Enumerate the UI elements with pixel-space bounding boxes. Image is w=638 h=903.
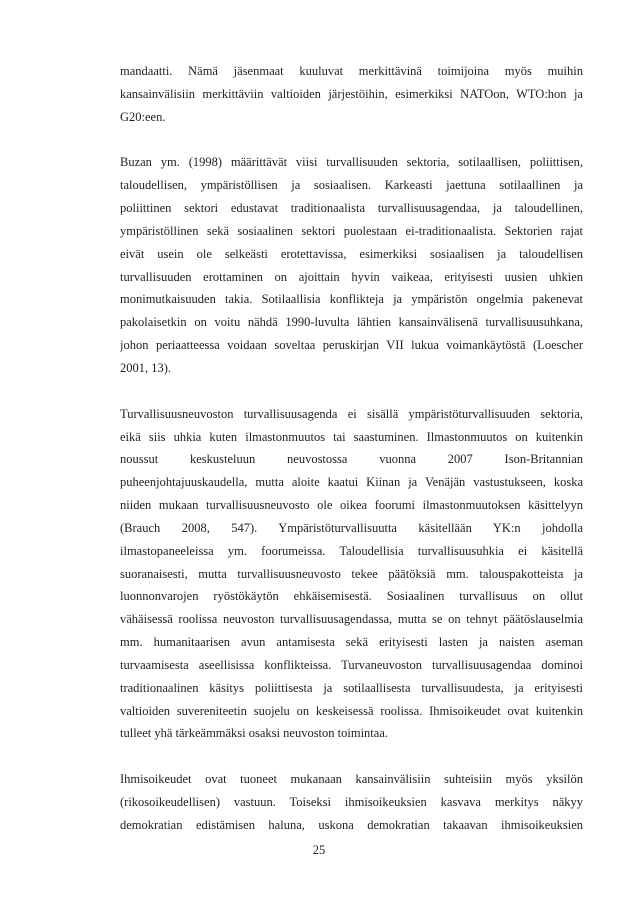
text-line: (Brauch 2008, 547). Ympäristöturvallisuutta käsitellään YK:n johdolla bbox=[120, 520, 583, 535]
text-line: valtioiden suvereniteetin suojelu on keskeisessä roolissa. Ihmisoikeudet ovat kuitenkin bbox=[120, 703, 583, 718]
paragraph bbox=[120, 60, 583, 129]
text-line: suoranaisesti, mutta turvallisuusneuvosto tekee päätöksiä mm. talouspakotteista ja bbox=[120, 566, 583, 581]
text-line: puheenjohtajuuskaudella, mutta aloite kaatui Kiinan ja Venäjän vastustukseen, koska bbox=[120, 475, 583, 490]
text-line: monimutkaisuuden takia. Sotilaallisia konflikteja ja ympäristön ongelmia pakenevat bbox=[120, 292, 583, 307]
text-line: G20:een. bbox=[120, 109, 166, 124]
text-line: turvaamisesta aseellisissa konflikteissa. Turvaneuvoston turvallisuusagendaa dominoi bbox=[120, 657, 583, 672]
text-line: traditionaalinen käsitys poliittisesta ja sotilaallisesta turvallisuudesta, ja erityisesti bbox=[120, 680, 583, 695]
paragraph bbox=[120, 768, 583, 837]
text-line: (rikosoikeudellisen) vastuun. Toiseksi ihmisoikeuksien kasvava merkitys näkyy bbox=[120, 795, 583, 809]
text-line: niiden mukaan turvallisuusneuvosto ole oikea foorumi ilmastonmuutoksen käsittelyyn bbox=[120, 498, 583, 513]
page-number: 25 bbox=[312, 843, 326, 857]
body-text bbox=[120, 60, 583, 837]
text-line: Buzan ym. (1998) määrittävät viisi turvallisuuden sektoria, sotilaallisen, poliittisen, bbox=[120, 155, 583, 170]
paragraph-gap bbox=[120, 129, 583, 152]
text-line: demokratian edistämisen haluna, uskona demokratian takaavan ihmisoikeuksien bbox=[120, 817, 583, 832]
text-line: turvallisuuden erottaminen on ajoittain hyvin vaikeaa, erityisesti uusien uhkien bbox=[120, 269, 583, 284]
text-line: Turvallisuusneuvoston turvallisuusagenda ei sisällä ympäristöturvallisuuden sektoria, bbox=[120, 406, 583, 421]
text-line: eikä siis uhkia kuten ilmastonmuutos tai saastuminen. Ilmastonmuutos on kuitenkin bbox=[120, 429, 583, 444]
text-line: noussut keskusteluun neuvostossa vuonna 2007 Ison-Britannian bbox=[120, 452, 583, 467]
text-line: vähäisessä roolissa neuvoston turvallisuusagendassa, mutta se on tehnyt päätöslauselmia bbox=[120, 612, 583, 627]
text-line: ilmastopaneeleissa ym. foorumeissa. Taloudellisia turvallisuusuhkia ei käsitellä bbox=[120, 543, 583, 558]
text-line: taloudellisen, ympäristöllisen ja sosiaalisen. Karkeasti jaettuna sotilaallinen ja bbox=[120, 178, 583, 193]
text-line: Ihmisoikeudet ovat tuoneet mukanaan kansainvälisiin suhteisiin myös yksilön bbox=[120, 772, 583, 787]
paragraph-gap bbox=[120, 745, 583, 768]
text-line: pakolaisetkin on voitu nähdä 1990-luvulta lähtien kansainvälisenä turvallisuusuhkana, bbox=[120, 315, 583, 330]
paragraph bbox=[120, 151, 583, 379]
text-line: 2001, 13). bbox=[120, 360, 172, 375]
text-line: ympäristöllinen sekä sosiaalinen sektori puolestaan ei-traditionaalista. Sektorien rajat bbox=[120, 223, 583, 238]
paragraph bbox=[120, 403, 583, 746]
text-line: mandaatti. Nämä jäsenmaat kuuluvat merkittävinä toimijoina myös muihin bbox=[120, 64, 583, 78]
text-line: luonnonvarojen ryöstökäytön ehkäisemisestä. Sosiaalinen turvallisuus on ollut bbox=[120, 589, 583, 604]
text-line: johon periaatteessa voidaan soveltaa peruskirjan VII lukua voimankäytöstä (Loescher bbox=[120, 338, 583, 353]
text-line: eivät usein ole selkeästi erotettavissa, esimerkiksi sosiaalisen ja taloudellisen bbox=[120, 246, 583, 261]
text-line: poliittinen sektori edustavat traditionaalista turvallisuusagendaa, ja taloudellinen, bbox=[120, 201, 583, 216]
text-line: mm. humanitaarisen avun antamisesta sekä erityisesti lasten ja naisten aseman bbox=[120, 635, 583, 650]
text-line: kansainvälisiin merkittäviin valtioiden järjestöihin, esimerkiksi NATOon, WTO:hon ja bbox=[120, 86, 583, 101]
paragraph-gap bbox=[120, 380, 583, 403]
text-line: tulleet yhä tärkeämmäksi osaksi neuvoston toimintaa. bbox=[120, 726, 388, 741]
